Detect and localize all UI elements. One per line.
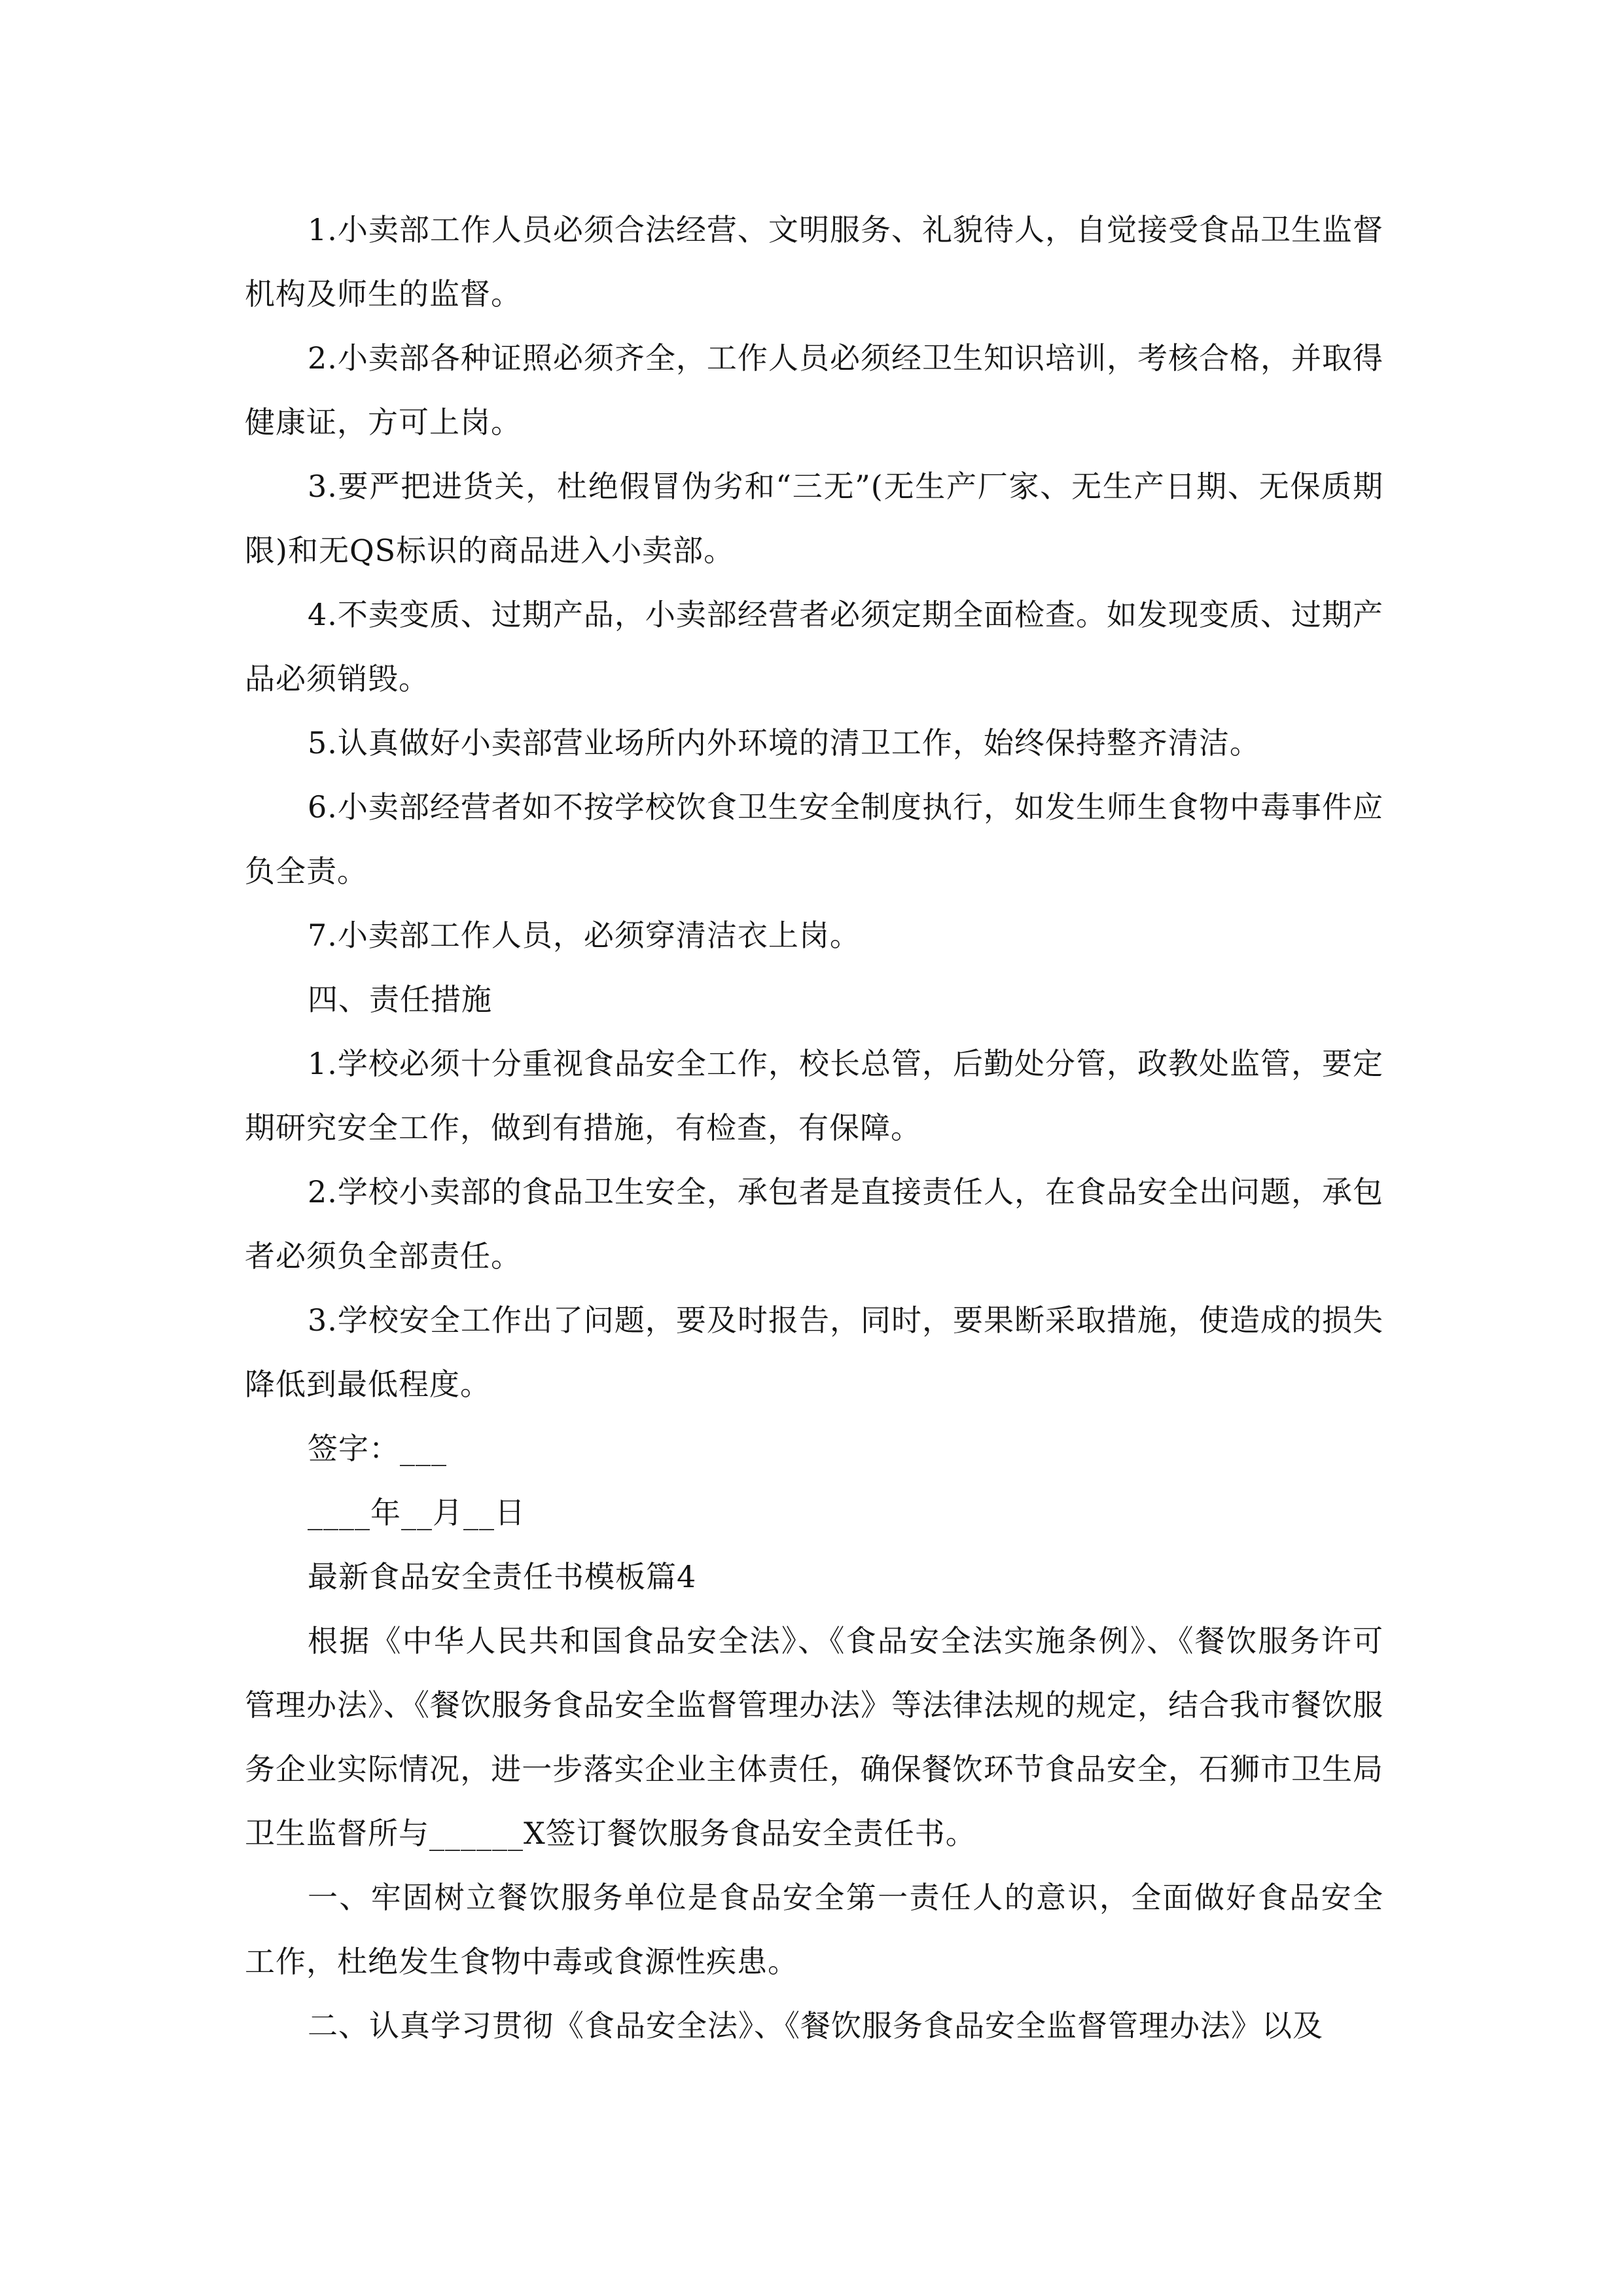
paragraph-clause-1: 一、牢固树立餐饮服务单位是食品安全第一责任人的意识，全面做好食品安全工作，杜绝发生食物中毒或食源性疾患。	[245, 1880, 1383, 1979]
paragraph-kiosk-rule-7: 7.小卖部工作人员，必须穿清洁衣上岗。	[308, 918, 861, 953]
date-line: ____年__月__日	[308, 1495, 526, 1530]
paragraph-kiosk-rule-3: 3.要严把进货关，杜绝假冒伪劣和“三无”(无生产厂家、无生产日期、无保质期限)和无QS标识的商品进入小卖部。	[245, 469, 1383, 568]
paragraph-measure-1: 1.学校必须十分重视食品安全工作，校长总管，后勤处分管，政教处监管，要定期研究安全工作，做到有措施，有检查，有保障。	[245, 1046, 1383, 1145]
document-body	[245, 198, 1383, 2058]
paragraph-kiosk-rule-5: 5.认真做好小卖部营业场所内外环境的清卫工作，始终保持整齐清洁。	[308, 725, 1260, 761]
paragraph-kiosk-rule-2: 2.小卖部各种证照必须齐全，工作人员必须经卫生知识培训，考核合格，并取得健康证，方可上岗。	[245, 340, 1383, 440]
paragraph-kiosk-rule-4: 4.不卖变质、过期产品，小卖部经营者必须定期全面检查。如发现变质、过期产品必须销毁。	[245, 597, 1383, 696]
paragraph-kiosk-rule-1: 1.小卖部工作人员必须合法经营、文明服务、礼貌待人，自觉接受食品卫生监督机构及师生的监督。	[245, 212, 1383, 312]
article-title: 最新食品安全责任书模板篇4	[308, 1559, 697, 1594]
signature-line: 签字：___	[308, 1431, 447, 1466]
paragraph-clause-2: 二、认真学习贯彻《食品安全法》、《餐饮服务食品安全监督管理办法》以及	[308, 2008, 1323, 2043]
paragraph-intro: 根据《中华人民共和国食品安全法》、《食品安全法实施条例》、《餐饮服务许可管理办法》、《餐饮服务食品安全监督管理办法》等法律法规的规定，结合我市餐饮服务企业实际情况，进一步落实企业主体责任，确保餐饮环节食品安全，石狮市卫生局卫生监督所与______X签订餐饮服务食品安全责任书。	[245, 1623, 1383, 1851]
paragraph-kiosk-rule-6: 6.小卖部经营者如不按学校饮食卫生安全制度执行，如发生师生食物中毒事件应负全责。	[245, 789, 1383, 889]
section-heading-responsibility-measures: 四、责任措施	[308, 982, 492, 1017]
paragraph-measure-2: 2.学校小卖部的食品卫生安全，承包者是直接责任人，在食品安全出问题，承包者必须负全部责任。	[245, 1174, 1383, 1274]
paragraph-measure-3: 3.学校安全工作出了问题，要及时报告，同时，要果断采取措施，使造成的损失降低到最低程度。	[245, 1302, 1383, 1402]
